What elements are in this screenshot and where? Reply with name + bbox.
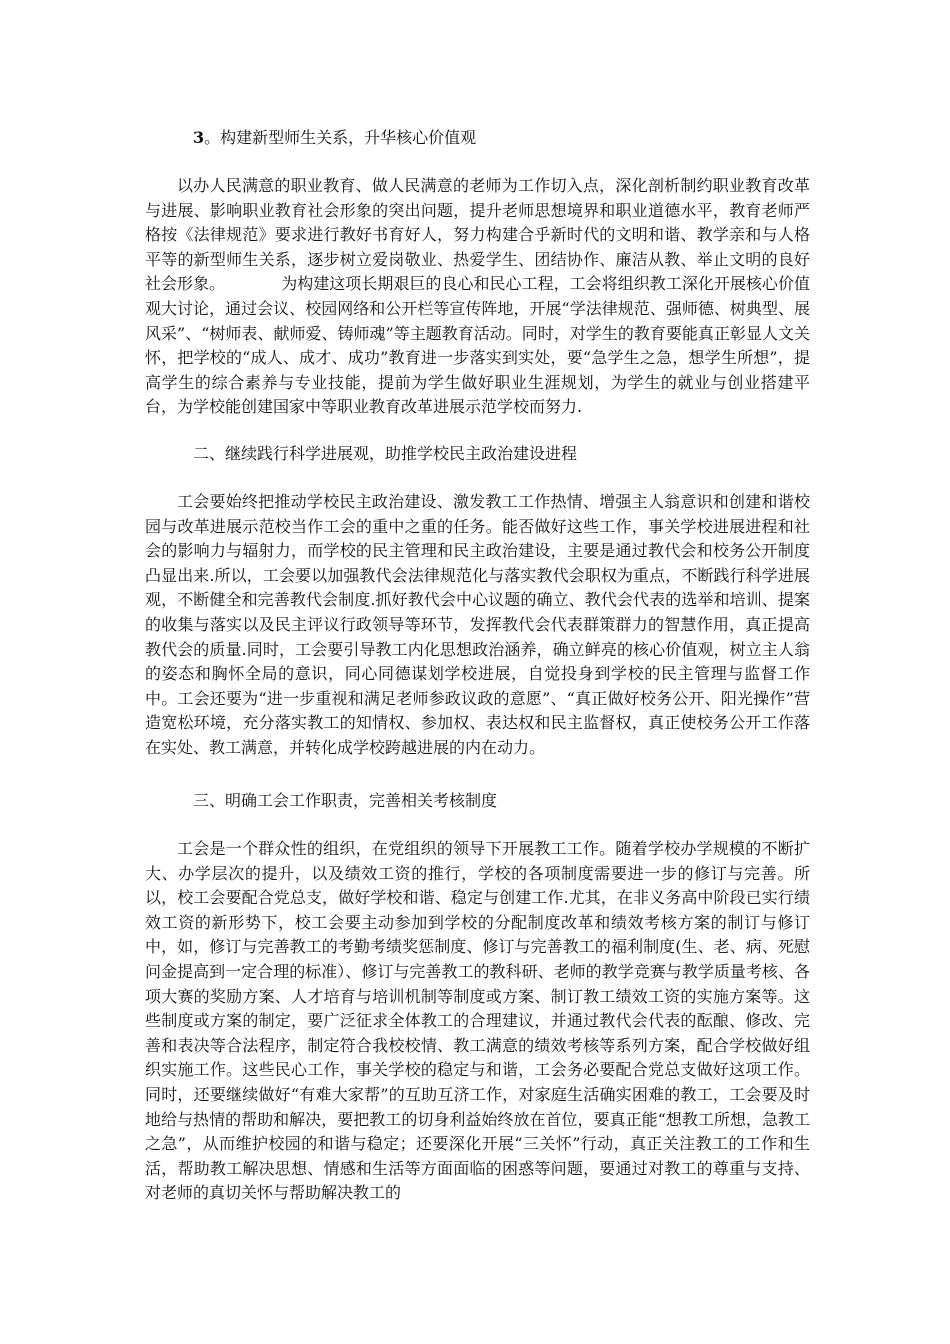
paragraph-union-duties: 工会是一个群众性的组织，在党组织的领导下开展教工工作。随着学校办学规模的不断扩大、办学层次的提升，以及绩效工资的推行，学校的各项制度需要进一步的修订与完善。所以，校工会要配合党总支，做好学校和谐、稳定与创建工作.尤其，在非义务高中阶段已实行绩效工资的新形势下，校工会要主动参加到学校的分配制度改革和绩效考核方案的制订与修订中，如，修订与完善教工的考勤考绩奖惩制度、修订与完善教工的福利制度(生、老、病、死慰问金提高到一定合理的标准）、修订与完善教工的教科研、老师的教学竞赛与教学质量考核、各项大赛的奖励方案、人才培育与培训机制等制度或方案、制订教工绩效工资的实施方案等。这些制度或方案的制定，要广泛征求全体教工的合理建议，并通过教代会代表的酝酿、修改、完善和表决等合法程序，制定符合我校校情、教工满意的绩效考核等系列方案，配合学校做好组织实施工作。这些民心工作，事关学校的稳定与和谐，工会务必要配合党总支做好这项工作。同时，还要继续做好“有难大家帮”的互助互济工作，对家庭生活确实困难的教工，工会要及时地给与热情的帮助和解决，要把教工的切身利益始终放在首位，要真正能“想教工所想，急教工之急”，从而维护校园的和谐与稳定；还要深化开展“三关怀”行动，真正关注教工的工作和生活，帮助教工解决思想、情感和生活等方面面临的困惑等问题，要通过对教工的尊重与支持、对老师的真切关怀与帮助解决教工的 [145,839,810,1203]
section-3-heading [193,126,476,150]
section-three-heading: 三、明确工会工作职责，完善相关考核制度 [193,791,498,810]
paragraph-teacher-student: 以办人民满意的职业教育、做人民满意的老师为工作切入点，深化剖析制约职业教育改革与进展、影响职业教育社会形象的突出问题，提升老师思想境界和职业道德水平，教育老师严格按《法律规范》要求进行教好书育好人，努力构建合乎新时代的文明和谐、教学亲和与人格平等的新型师生关系，逐步树立爱岗敬业、热爱学生、团结协作、廉洁从教、举止文明的良好社会形象。 为构建这项长期艰巨的良心和民心工程，工会将组织教工深化开展核心价值观大讨论，通过会议、校园网络和公开栏等宣传阵地，开展“学法律规范、强师德、树典型、展风采”、“树师表、献师爱、铸师魂”等主题教育活动。同时，对学生的教育要能真正彰显人文关怀，把学校的“成人、成才、成功”教育进一步落实到实处，要“急学生之急，想学生所想”，提高学生的综合素养与专业技能，提前为学生做好职业生涯规划，为学生的就业与创业搭建平台，为学校能创建国家中等职业教育改革进展示范学校而努力. [145,176,810,417]
section-number: 3 [193,128,205,147]
section-title: 。构建新型师生关系，升华核心价值观 [204,128,477,147]
paragraph-democratic-politics: 工会要始终把推动学校民主政治建设、激发教工工作热情、增强主人翁意识和创建和谐校园与改革进展示范校当作工会的重中之重的任务。能否做好这些工作，事关学校进展进程和社会的影响力与辐射力，而学校的民主管理和民主政治建设，主要是通过教代会和校务公开制度凸显出来.所以，工会要以加强教代会法律规范化与落实教代会职权为重点，不断践行科学进展观，不断健全和完善教代会制度.抓好教代会中心议题的确立、教代会代表的选举和培训、提案的收集与落实以及民主评议行政领导等环节，发挥教代会代表群策群力的智慧作用，真正提高教代会的质量.同时，工会要引导教工内化思想政治涵养，确立鲜亮的核心价值观，树立主人翁的姿态和胸怀全局的意识，同心同德谋划学校进展，自觉投身到学校的民主管理与监督工作中。工会还要为“进一步重视和满足老师参政议政的意愿”、“真正做好校务公开、阳光操作”营造宽松环境，充分落实教工的知情权、参加权、表达权和民主监督权，真正使校务公开工作落在实处、教工满意，并转化成学校跨越进展的内在动力。 [145,492,810,757]
section-two-heading: 二、继续践行科学进展观，助推学校民主政治建设进程 [193,444,578,463]
